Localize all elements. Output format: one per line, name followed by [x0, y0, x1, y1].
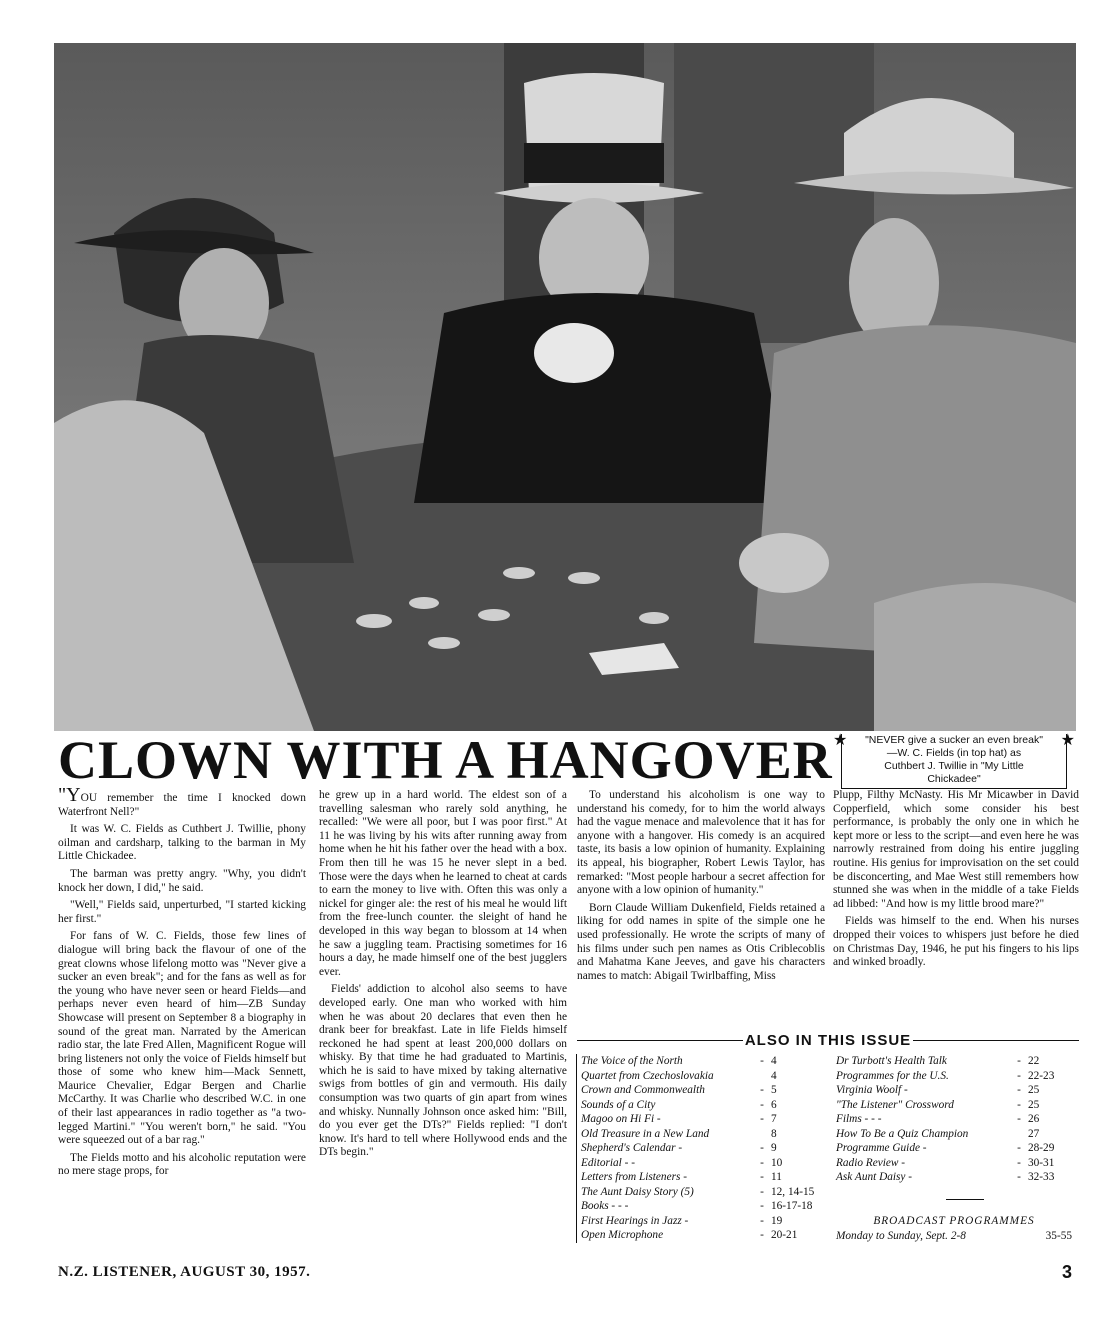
contents-page: 32-33: [1028, 1171, 1055, 1183]
broadcast-programmes: [836, 1214, 1072, 1244]
divider: [577, 1040, 743, 1041]
paragraph: "YOU remember the time I knocked down Waterfront Nell?": [58, 784, 306, 818]
contents-dash: [753, 1127, 771, 1142]
contents-title: Shepherd's Calendar -: [581, 1142, 683, 1154]
contents-item: [836, 1112, 1068, 1127]
contents-page: 22: [1028, 1055, 1040, 1067]
contents-item: [581, 1083, 823, 1098]
paragraph: "Well," Fields said, unperturbed, "I started kicking her first.": [58, 899, 306, 925]
contents-page: 16-17-18: [771, 1200, 813, 1212]
contents-dash: -: [760, 1142, 764, 1154]
contents-page: 20-21: [771, 1229, 798, 1241]
also-in-this-issue-heading: [577, 1030, 1079, 1050]
contents-page: 11: [771, 1171, 782, 1183]
contents-item: [581, 1054, 823, 1069]
contents-title: The Aunt Daisy Story (5): [581, 1185, 694, 1198]
contents-title: "The Listener" Crossword: [836, 1098, 954, 1111]
contents-title: The Voice of the North: [581, 1055, 683, 1067]
divider: [913, 1040, 1079, 1041]
photo-poker-scene: [54, 43, 1076, 731]
contents-title: Programmes for the U.S.: [836, 1069, 949, 1082]
contents-list-right: [836, 1054, 1068, 1185]
contents-dash: [1010, 1127, 1028, 1142]
contents-page: 8: [771, 1127, 777, 1140]
contents-page: 5: [771, 1084, 777, 1096]
contents-dash: -: [1017, 1156, 1021, 1169]
page-number: 3: [1062, 1262, 1073, 1282]
contents-page: 25: [1028, 1098, 1040, 1111]
contents-title: Open Microphone: [581, 1229, 664, 1241]
contents-dash: [753, 1069, 771, 1084]
article-column-3: [577, 789, 825, 987]
contents-item: [581, 1098, 823, 1113]
contents-title: Magoo on Hi Fi -: [581, 1113, 661, 1125]
broadcast-pages: 35-55: [1045, 1230, 1072, 1242]
contents-dash: -: [760, 1098, 764, 1111]
paragraph: Fields' addiction to alcohol also seems to have developed early. One man who worked with him when he was about 20 declares that even then he drank beer for breakfast. Late in life Fields himself reckoned he had spent at least 200,000 dollars on whisky. By that time he had graduated to Martinis, which he is said to have mixed by taking alternative swigs from bottles of gin and vermouth. His daily consumption was two quarts of gin apart from wines and whisky. Nunnally Johnson once asked him: "Bill, do you ever get the DTs?" Fields replied: "I don't know. It's hard to tell where Hollywood ends and the DTs begin.": [319, 983, 567, 1159]
contents-item: [581, 1069, 823, 1084]
contents-dash: -: [760, 1084, 764, 1096]
contents-dash: -: [1017, 1098, 1021, 1111]
paragraph: It was W. C. Fields as Cuthbert J. Twillie, phony oilman and cardsharp, talking to the barman in My Little Chickadee.: [58, 823, 306, 863]
contents-item: [836, 1054, 1068, 1069]
contents-page: 26: [1028, 1113, 1040, 1125]
contents-item: [581, 1141, 823, 1156]
contents-item: [836, 1083, 1068, 1098]
contents-list-left: [576, 1054, 823, 1243]
broadcast-heading: BROADCAST PROGRAMMES: [873, 1215, 1035, 1227]
footer-masthead: N.Z. LISTENER, AUGUST 30, 1957.: [58, 1264, 311, 1280]
contents-page: 12, 14-15: [771, 1185, 815, 1198]
contents-page: 4: [771, 1055, 777, 1067]
contents-dash: -: [760, 1113, 764, 1125]
article-column-2: [319, 789, 567, 1164]
contents-title: How To Be a Quiz Champion: [836, 1127, 969, 1140]
caption-line: "NEVER give a sucker an even break": [865, 734, 1043, 746]
broadcast-dates: Monday to Sunday, Sept. 2-8: [836, 1230, 966, 1242]
paragraph: The Fields motto and his alcoholic reputation were no mere stage props, for: [58, 1151, 306, 1178]
contents-dash: -: [760, 1185, 764, 1198]
caption-line: Chickadee": [927, 773, 981, 785]
paragraph: For fans of W. C. Fields, those few lines of dialogue will bring back the flavour of one of the great clowns whose lifelong motto was "Never give a sucker an even break"; and for the fans as well as for the young who have never seen or heard Fields—and perhaps never even heard of him—ZB Sunday Showcase will present on September 8 a biography in sound of the great man. Narrated by the American radio star, the late Fred Allen, Magnificent Rogue will bring listeners not only the voice of Fields himself but those of some who knew him—Mack Sennett, Maurice Chevalier, Edgar Bergen and Charlie McCarthy. It was Charlie who described W.C. in one of their last appearances in radio together as "a two-legged Martini." "You weren't born," he said. "You were squeezed out of a bar rag.": [58, 930, 306, 1147]
contents-title: First Hearings in Jazz -: [581, 1214, 689, 1227]
contents-dash: -: [1017, 1069, 1021, 1082]
article-column-4: [833, 789, 1079, 974]
contents-item: [836, 1098, 1068, 1113]
contents-item: [581, 1214, 823, 1229]
divider: [946, 1199, 984, 1200]
contents-page: 30-31: [1028, 1156, 1055, 1169]
contents-page: 27: [1028, 1127, 1040, 1140]
contents-item: [581, 1127, 823, 1142]
contents-title: Editorial - -: [581, 1156, 635, 1169]
contents-dash: -: [760, 1055, 764, 1067]
contents-title: Dr Turbott's Health Talk: [836, 1055, 947, 1067]
paragraph: Plupp, Filthy McNasty. His Mr Micawber in David Copperfield, which some consider his best performance, is probably the only one in which he kept more or less to the script—and even here he was narrowly restrained from doing his entire juggling routine. His genius for improvisation on the set could be disconcerting, and Mae West still remembers how stunned she was when in the middle of a take Fields ad libbed: "And how is my little brood mare?": [833, 789, 1079, 910]
contents-page: 7: [771, 1113, 777, 1125]
contents-title: Old Treasure in a New Land: [581, 1127, 710, 1140]
contents-title: Radio Review -: [836, 1156, 906, 1169]
paragraph: Fields was himself to the end. When his nurses dropped their voices to whispers just before he died on Christmas Day, 1946, he put his fingers to his lips and winked broadly.: [833, 915, 1079, 969]
contents-title: Letters from Listeners -: [581, 1171, 687, 1183]
contents-dash: -: [1017, 1142, 1021, 1154]
star-icon: ★: [833, 732, 848, 749]
contents-dash: -: [1017, 1171, 1021, 1183]
contents-page: 6: [771, 1098, 777, 1111]
contents-item: [836, 1141, 1068, 1156]
contents-item: [581, 1199, 823, 1214]
contents-dash: -: [760, 1214, 764, 1227]
contents-title: Films - - -: [836, 1113, 882, 1125]
headline: CLOWN WITH A HANGOVER: [58, 730, 833, 790]
contents-title: Quartet from Czechoslovakia: [581, 1069, 714, 1082]
contents-title: Books - - -: [581, 1200, 629, 1212]
contents-page: 25: [1028, 1084, 1040, 1096]
contents-dash: -: [760, 1171, 764, 1183]
contents-title: Crown and Commonwealth: [581, 1084, 705, 1096]
contents-dash: -: [1017, 1113, 1021, 1125]
contents-page: 19: [771, 1214, 783, 1227]
contents-page: 10: [771, 1156, 783, 1169]
paragraph: Born Claude William Dukenfield, Fields retained a liking for odd names in spite of the simple one he used professionally. He wrote the scripts of many of his films under such pen names as Otis Criblecoblis and Mahatma Kane Jeeves, and gave his characters names to match: Abigail Twirlbaffing, Miss: [577, 901, 825, 982]
contents-item: [581, 1228, 823, 1243]
section-title: ALSO IN THIS ISSUE: [744, 1031, 912, 1049]
contents-title: Virginia Woolf -: [836, 1084, 908, 1096]
contents-page: 22-23: [1028, 1069, 1055, 1082]
contents-title: Programme Guide -: [836, 1142, 927, 1154]
contents-item: [836, 1127, 1068, 1142]
contents-item: [836, 1069, 1068, 1084]
contents-title: Sounds of a City: [581, 1098, 656, 1111]
contents-title: Ask Aunt Daisy -: [836, 1171, 913, 1183]
contents-dash: -: [1017, 1055, 1021, 1067]
contents-dash: -: [760, 1200, 764, 1212]
paragraph: The barman was pretty angry. "Why, you didn't knock her down, I did," he said.: [58, 867, 306, 894]
contents-page: 28-29: [1028, 1142, 1055, 1154]
paragraph: he grew up in a hard world. The eldest son of a travelling salesman who rarely sold anything, he recalled: "We were all poor, but I was poor first." At 11 he was living by his wits after running away from home when he hit his father over the head with a box. From then till he was 15 he never slept in a bed. Those were the days when he learned to cheat at cards to earn the money to live with. Often this was only a nickel for ginger ale: the rest of his meal he would lift from the free-lunch counter. the sleight of hand he developed in this way began to blossom at 14 when he saw a juggling team. Practising sometimes for 16 hours a day, he made himself one of the best jugglers ever.: [319, 789, 567, 978]
contents-page: 4: [771, 1069, 777, 1082]
photo-caption: [833, 734, 1075, 789]
contents-page: 9: [771, 1142, 777, 1154]
article-column-1: [58, 784, 306, 1183]
contents-item: [581, 1185, 823, 1200]
contents-item: [836, 1170, 1068, 1185]
contents-item: [581, 1170, 823, 1185]
contents-item: [581, 1112, 823, 1127]
contents-item: [581, 1156, 823, 1171]
contents-dash: -: [760, 1156, 764, 1169]
contents-item: [836, 1156, 1068, 1171]
contents-dash: -: [1017, 1084, 1021, 1096]
caption-line: —W. C. Fields (in top hat) as: [886, 747, 1022, 759]
caption-line: Cuthbert J. Twillie in "My Little: [884, 760, 1024, 772]
contents-dash: -: [760, 1229, 764, 1241]
paragraph: To understand his alcoholism is one way to understand his comedy, for to him the world always had the vague menace and malevolence that it has for anyone with a hangover. His comedy is an acquired taste, its basis a low opinion of humanity. Explaining its appeal, his biographer, Robert Lewis Taylor, has remarked: "Most people harbour a secret affection for anyone with a low opinion of humanity.": [577, 789, 825, 897]
star-icon: ★: [1060, 732, 1075, 749]
